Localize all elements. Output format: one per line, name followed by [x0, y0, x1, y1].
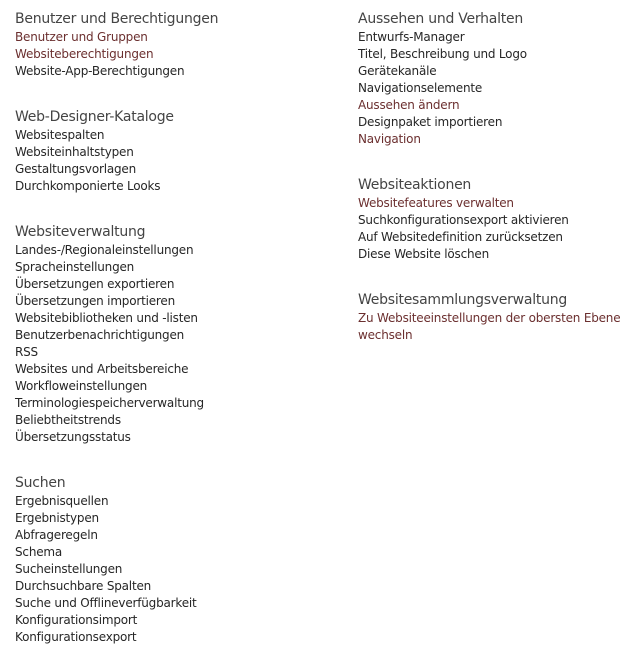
right-column: [358, 10, 628, 344]
section-title-users-permissions: Benutzer und Berechtigungen: [15, 11, 219, 27]
link-site-libraries-and-lists[interactable]: Websitebibliotheken und -listen: [15, 311, 198, 325]
link-translation-status[interactable]: Übersetzungsstatus: [15, 430, 131, 444]
link-schema[interactable]: Schema: [15, 545, 63, 559]
section-site-administration: [15, 223, 335, 446]
list-item: [15, 429, 335, 446]
list-item: [15, 259, 335, 276]
link-configuration-export[interactable]: Konfigurationsexport: [15, 630, 137, 644]
link-enable-search-config-export[interactable]: Suchkonfigurationsexport aktivieren: [358, 213, 569, 227]
list-item: [15, 178, 335, 195]
link-rss[interactable]: RSS: [15, 345, 38, 359]
link-import-design-package[interactable]: Designpaket importieren: [358, 115, 503, 129]
list-item: [15, 629, 335, 646]
link-title-description-logo[interactable]: Titel, Beschreibung und Logo: [358, 47, 527, 61]
list-item: [358, 195, 628, 212]
list-item: [358, 80, 628, 97]
list-item: [358, 46, 628, 63]
link-navigation[interactable]: Navigation: [358, 132, 421, 146]
link-manage-site-features[interactable]: Websitefeatures verwalten: [358, 196, 514, 210]
list-item: [15, 327, 335, 344]
link-user-alerts[interactable]: Benutzerbenachrichtigungen: [15, 328, 185, 342]
link-change-the-look[interactable]: Aussehen ändern: [358, 98, 460, 112]
link-workflow-settings[interactable]: Workfloweinstellungen: [15, 379, 148, 393]
list-item: [15, 144, 335, 161]
list-item: [358, 246, 628, 263]
link-configuration-import[interactable]: Konfigurationsimport: [15, 613, 138, 627]
site-administration-list: [15, 242, 335, 446]
section-look-and-feel: [358, 10, 628, 148]
link-device-channels[interactable]: Gerätekanäle: [358, 64, 437, 78]
list-item: [15, 561, 335, 578]
list-item: [358, 114, 628, 131]
list-item: [15, 63, 335, 80]
section-title-site-actions: Websiteaktionen: [358, 177, 472, 193]
left-column: [15, 10, 335, 646]
list-item: [15, 293, 335, 310]
users-permissions-list: [15, 29, 335, 80]
link-searchable-columns[interactable]: Durchsuchbare Spalten: [15, 579, 152, 593]
list-item: [358, 212, 628, 229]
list-item: [358, 131, 628, 148]
section-site-collection-administration: [358, 291, 628, 344]
link-result-types[interactable]: Ergebnistypen: [15, 511, 99, 525]
list-item: [15, 127, 335, 144]
link-master-pages[interactable]: Gestaltungsvorlagen: [15, 162, 136, 176]
list-item: [358, 29, 628, 46]
list-item: [15, 161, 335, 178]
list-item: [15, 527, 335, 544]
list-item: [15, 276, 335, 293]
list-item: [358, 229, 628, 246]
list-item: [15, 612, 335, 629]
list-item: [15, 595, 335, 612]
list-item: [15, 46, 335, 63]
link-import-translations[interactable]: Übersetzungen importieren: [15, 294, 175, 308]
site-collection-list: [358, 310, 628, 344]
link-term-store-management[interactable]: Terminologiespeicherverwaltung: [15, 396, 204, 410]
list-item: [358, 63, 628, 80]
list-item: [358, 97, 628, 114]
list-item: [15, 395, 335, 412]
list-item: [15, 310, 335, 327]
list-item: [15, 578, 335, 595]
link-search-offline-availability[interactable]: Suche und Offlineverfügbarkeit: [15, 596, 197, 610]
list-item: [15, 344, 335, 361]
section-title-site-collection-administration: Websitesammlungsverwaltung: [358, 292, 567, 308]
section-site-actions: [358, 176, 628, 263]
link-delete-this-site[interactable]: Diese Website löschen: [358, 247, 489, 261]
list-item: [15, 493, 335, 510]
list-item: [15, 412, 335, 429]
list-item: [15, 361, 335, 378]
section-search: [15, 474, 335, 646]
section-title-web-designer-galleries: Web-Designer-Kataloge: [15, 109, 174, 125]
link-language-settings[interactable]: Spracheinstellungen: [15, 260, 135, 274]
search-list: [15, 493, 335, 646]
link-regional-settings[interactable]: Landes-/Regionaleinstellungen: [15, 243, 194, 257]
link-reset-to-site-definition[interactable]: Auf Websitedefinition zurücksetzen: [358, 230, 563, 244]
link-search-settings[interactable]: Sucheinstellungen: [15, 562, 123, 576]
link-export-translations[interactable]: Übersetzungen exportieren: [15, 277, 175, 291]
link-site-permissions[interactable]: Websiteberechtigungen: [15, 47, 154, 61]
link-design-manager[interactable]: Entwurfs-Manager: [358, 30, 465, 44]
link-go-to-top-level-site-settings[interactable]: Zu Websiteeinstellungen der obersten Ebene wechseln: [358, 311, 621, 342]
list-item: [15, 242, 335, 259]
section-title-site-administration: Websiteverwaltung: [15, 224, 146, 240]
look-and-feel-list: [358, 29, 628, 148]
link-navigation-elements[interactable]: Navigationselemente: [358, 81, 483, 95]
section-title-search: Suchen: [15, 475, 66, 491]
link-result-sources[interactable]: Ergebnisquellen: [15, 494, 109, 508]
list-item: [358, 310, 628, 344]
section-users-permissions: [15, 10, 335, 80]
section-web-designer-galleries: [15, 108, 335, 195]
section-title-look-and-feel: Aussehen und Verhalten: [358, 11, 523, 27]
link-query-rules[interactable]: Abfrageregeln: [15, 528, 98, 542]
web-designer-list: [15, 127, 335, 195]
link-popularity-trends[interactable]: Beliebtheitstrends: [15, 413, 121, 427]
list-item: [15, 510, 335, 527]
list-item: [15, 378, 335, 395]
link-users-and-groups[interactable]: Benutzer und Gruppen: [15, 30, 148, 44]
site-actions-list: [358, 195, 628, 263]
link-composed-looks[interactable]: Durchkomponierte Looks: [15, 179, 161, 193]
link-site-columns[interactable]: Websitespalten: [15, 128, 105, 142]
link-sites-and-workspaces[interactable]: Websites und Arbeitsbereiche: [15, 362, 189, 376]
link-site-content-types[interactable]: Websiteinhaltstypen: [15, 145, 134, 159]
link-site-app-permissions[interactable]: Website-App-Berechtigungen: [15, 64, 185, 78]
list-item: [15, 544, 335, 561]
list-item: [15, 29, 335, 46]
